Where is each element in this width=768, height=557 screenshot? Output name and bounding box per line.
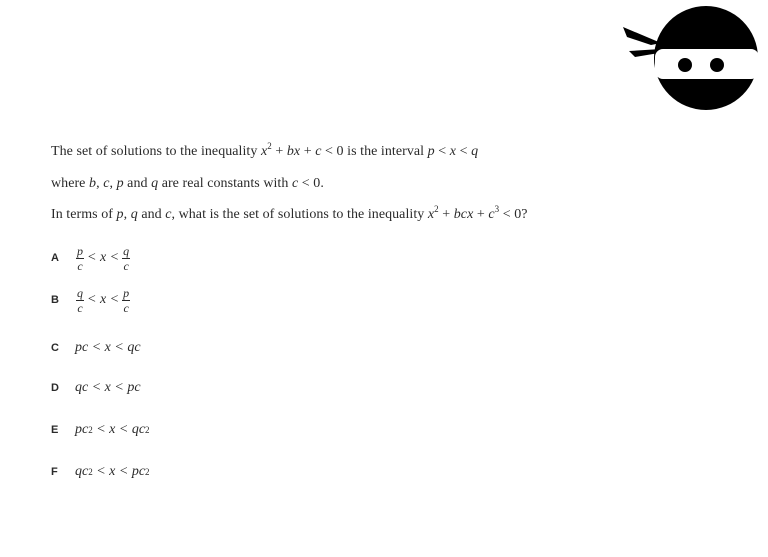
option-c[interactable] (51, 331, 141, 365)
ninja-logo-icon (621, 5, 761, 115)
option-d-label: D (51, 382, 59, 394)
option-c-expression: pc < x < qc (75, 340, 141, 355)
option-b[interactable] (51, 283, 131, 317)
question-line-3: In terms of p, q and c, what is the set of solutions to the inequality $x^2$ + bcx + $c^3 < 0$? (51, 204, 528, 222)
option-f-label: F (51, 466, 58, 478)
option-c-label: C (51, 342, 59, 354)
option-b-label: B (51, 294, 59, 306)
fraction-q-over-c: $\frac{q}{c}$ (77, 285, 83, 315)
option-e[interactable] (51, 413, 150, 447)
option-e-label: E (51, 424, 59, 436)
question-line-2: where b, c, p and q are real constants with c < 0. (51, 176, 324, 191)
option-f-expression: qc 2 < x < pc 2 (75, 464, 150, 479)
option-e-expression: pc 2 < x < qc 2 (75, 422, 150, 437)
question-line-1: The set of solutions to the inequality $x^2$ + bx + c < 0 is the interval p < x < q (51, 141, 479, 159)
fraction-p-over-c: $\frac{p}{c}$ (123, 285, 130, 315)
option-a-expression: $\frac{p}{c}$ < x < $\frac{q}{c}$ (77, 243, 130, 273)
fraction-q-over-c: $\frac{q}{c}$ (123, 243, 130, 273)
option-b-expression: $\frac{q}{c}$ < x < $\frac{p}{c}$ (77, 285, 130, 315)
option-a-label: A (51, 252, 59, 264)
option-d[interactable] (51, 371, 141, 405)
fraction-p-over-c: $\frac{p}{c}$ (77, 243, 83, 273)
option-a[interactable] (51, 241, 131, 275)
option-f[interactable] (51, 455, 150, 489)
option-d-expression: qc < x < pc (75, 380, 141, 395)
